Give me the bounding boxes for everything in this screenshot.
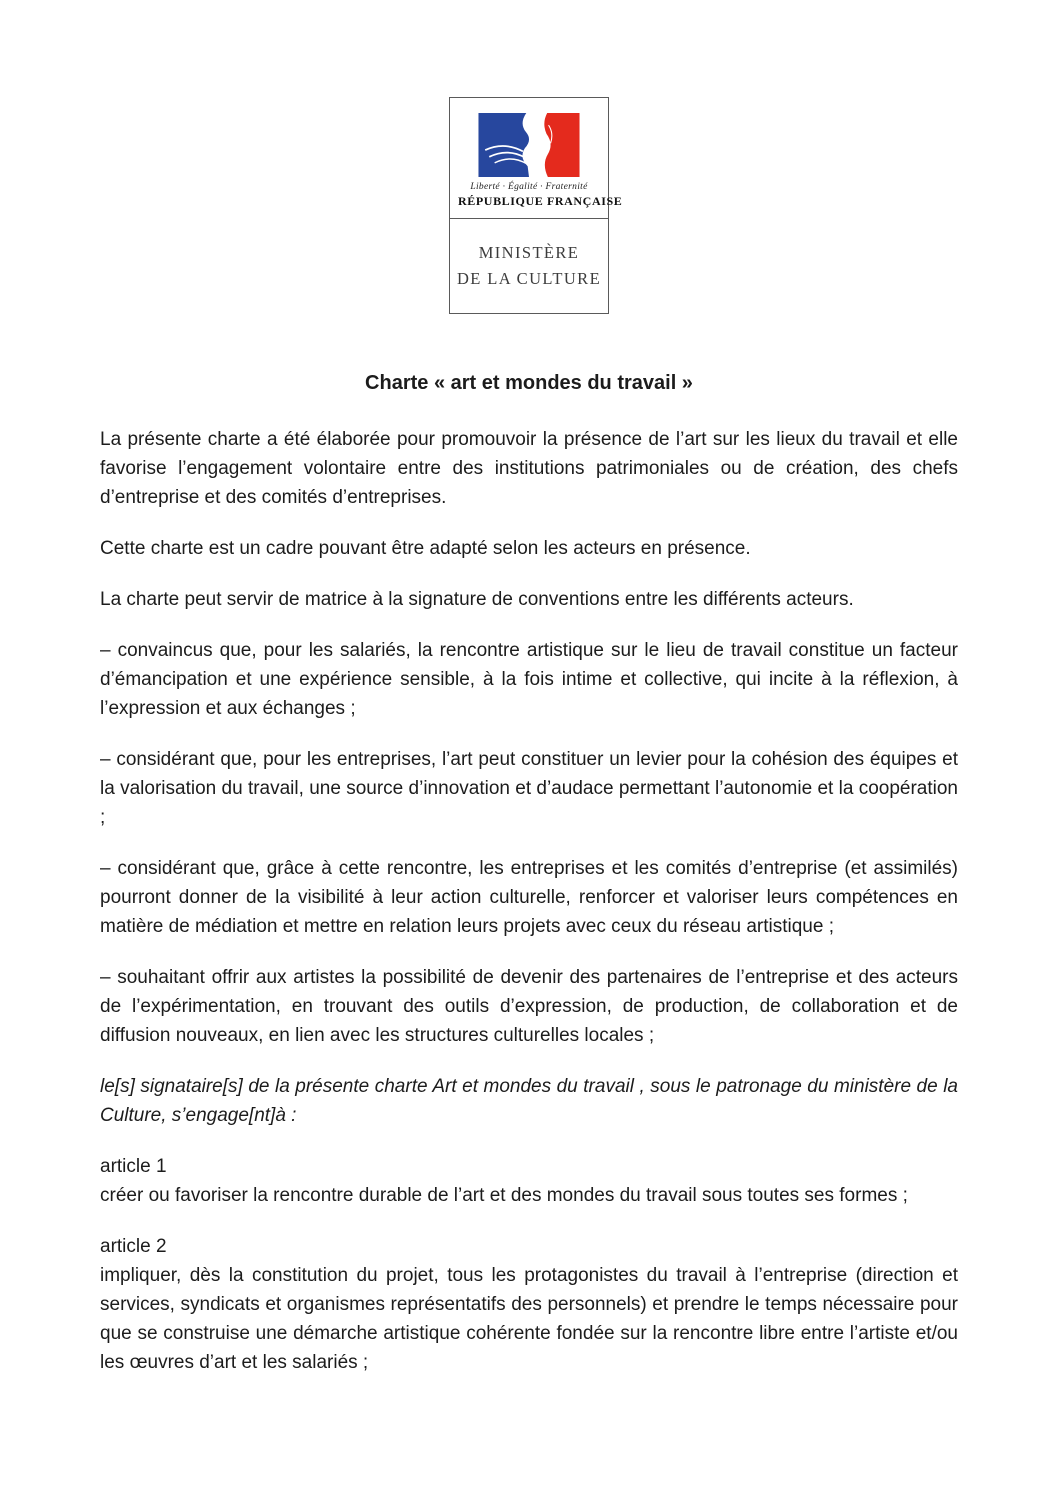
- ministry-name: [450, 219, 608, 313]
- article-2-label: article 2: [100, 1236, 167, 1257]
- republique-francaise-label: RÉPUBLIQUE FRANÇAISE: [458, 194, 623, 208]
- page-title: Charte « art et mondes du travail »: [365, 372, 693, 394]
- ministry-name-line2: DE LA CULTURE: [456, 269, 602, 288]
- document-body: [0, 395, 1058, 1377]
- motto-text: Liberté · Égalité · Fraternité: [470, 182, 588, 192]
- considerant-paragraph-1: – convaincus que, pour les salariés, la rencontre artistique sur le lieu de travail constitue un facteur d’émancipation et une expérience sensible, à la fois intime et collective, qui incite à la réflexion, à l’expression et aux échanges ;: [100, 640, 958, 719]
- scope-paragraph: Cette charte est un cadre pouvant être adapté selon les acteurs en présence.: [100, 538, 751, 559]
- ministry-logo-box: [449, 97, 623, 314]
- article-1-text: créer ou favoriser la rencontre durable de l’art et des mondes du travail sous toutes ses formes ;: [100, 1185, 908, 1206]
- article-2: [100, 1232, 958, 1377]
- article-2-text: impliquer, dès la constitution du projet, tous les protagonistes du travail à l’entreprise (direction et services, syndicats et organismes représentatifs des personnels) et prendre le temps nécessaire pour que se construise une démarche artistique cohérente fondée sur la rencontre libre entre l’artiste et/ou les œuvres d’art et les salariés ;: [100, 1265, 958, 1373]
- matrix-paragraph: La charte peut servir de matrice à la signature de conventions entre les différents acteurs.: [100, 589, 854, 610]
- ministry-name-line1: MINISTÈRE: [478, 243, 580, 263]
- considerant-paragraph-4: – souhaitant offrir aux artistes la possibilité de devenir des partenaires de l’entreprise et des acteurs de l’expérimentation, en trouvant des outils d’expression, de production, de collaboration et de diffusion nouveaux, en lien avec les structures culturelles locales ;: [100, 967, 958, 1046]
- article-1-label: article 1: [100, 1156, 167, 1177]
- intro-paragraph: La présente charte a été élaborée pour promouvoir la présence de l’art sur les lieux du travail et elle favorise l’engagement volontaire entre des institutions patrimoniales ou de création, des chefs d’entreprise et des comités d’entreprises.: [100, 429, 958, 508]
- signataires-paragraph: le[s] signataire[s] de la présente charte Art et mondes du travail , sous le patronage du ministère de la Culture, s’engage[nt]à :: [100, 1076, 958, 1126]
- article-1: [100, 1152, 958, 1210]
- marianne-flag-icon: [475, 113, 583, 177]
- considerant-paragraph-3: – considérant que, grâce à cette rencontre, les entreprises et les comités d’entreprise (et assimilés) pourront donner de la visibilité à leur action culturelle, renforcer et valoriser leurs compétences en matière de médiation et mettre en relation leurs projets avec ceux du réseau artistique ;: [100, 858, 958, 937]
- republique-francaise-block: [450, 98, 623, 219]
- considerant-paragraph-2: – considérant que, pour les entreprises, l’art peut constituer un levier pour la cohésion des équipes et la valorisation du travail, une source d’innovation et d’audace permettant l’autonomie et la coopération ;: [100, 749, 958, 828]
